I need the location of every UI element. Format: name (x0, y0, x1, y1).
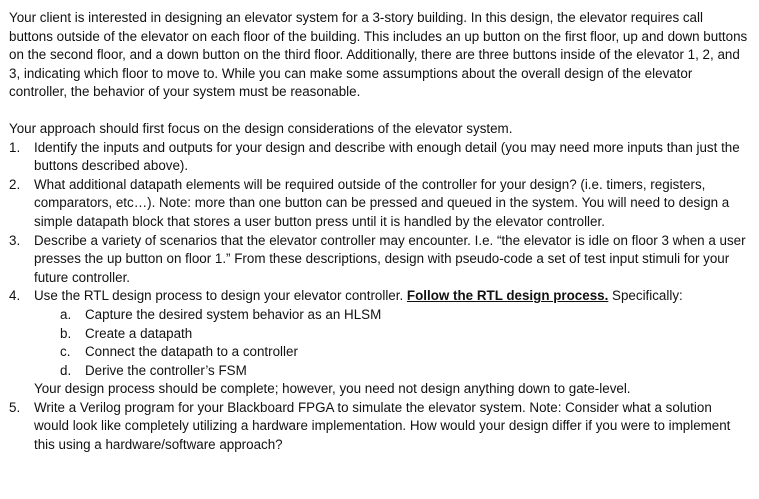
step-number: 5. (9, 399, 21, 415)
step-text-suffix: Specifically: (612, 288, 683, 304)
substep-text: Connect the datapath to a controller (85, 344, 298, 360)
step-text: Write a Verilog program for your Blackboard FPGA to simulate the elevator system. Note: Consider what a solution would look like completely utilizing a hardware implementation. How would your design differ if you were to implement this using a hardware/software approach? (34, 399, 731, 453)
step-text: Describe a variety of scenarios that the elevator controller may encounter. I.e. “the elevator is idle on floor 3 when a user presses the up button on floor 1.” From these descriptions, design with pseudo-code a set of test input stimuli for your future controller. (34, 232, 746, 285)
step-text: What additional datapath elements will be required outside of the controller for your design? (i.e. timers, registers, comparators, etc…). Note: more than one button can be pressed and queued in the system. You will need to design a simple datapath block that stores a user button press until it is handled by the elevator controller. (34, 176, 730, 229)
step-5 (9, 399, 749, 455)
substep-text: Capture the desired system behavior as an HLSM (85, 306, 382, 322)
substep-text: Create a datapath (85, 325, 193, 341)
step-number: 1. (9, 139, 21, 155)
step-number: 2. (9, 176, 21, 192)
rtl-process-link[interactable]: Follow the RTL design process. (406, 288, 609, 304)
step-1 (9, 139, 749, 176)
substep-b (34, 325, 749, 344)
substep-letter: a. (60, 306, 72, 322)
substep-c (34, 343, 749, 362)
substep-letter: b. (60, 325, 72, 341)
step-number: 4. (9, 288, 21, 304)
step-number: 3. (9, 232, 21, 248)
substep-d (34, 362, 749, 381)
substep-letter: d. (60, 362, 72, 378)
step-4 (9, 287, 749, 399)
substep-text: Derive the controller’s FSM (85, 362, 247, 378)
substep-letter: c. (60, 344, 71, 360)
step-text: Identify the inputs and outputs for your design and describe with enough detail (you may need more inputs than just the buttons described above). (34, 139, 740, 174)
step-2 (9, 176, 749, 232)
step-3 (9, 232, 749, 288)
intro-paragraph: Your client is interested in designing an elevator system for a 3-story building. In this design, the elevator requires call buttons outside of the elevator on each floor of the building. This includes an up button on the first floor, up and down buttons on the second floor, and a down button on the third floor. Additionally, there are three buttons inside of the elevator 1, 2, and 3, indicating which floor to move to. While you can make some assumptions about the overall design of the elevator controller, the behavior of your system must be reasonable. (9, 10, 748, 100)
substeps-list (34, 306, 749, 380)
step-4-note: Your design process should be complete; however, you need not design anything down to gate-level. (34, 381, 631, 397)
substep-a (34, 306, 749, 325)
step-text: Use the RTL design process to design your elevator controller. (34, 288, 404, 304)
approach-paragraph: Your approach should first focus on the design considerations of the elevator system. (9, 120, 513, 136)
steps-list (9, 139, 749, 455)
